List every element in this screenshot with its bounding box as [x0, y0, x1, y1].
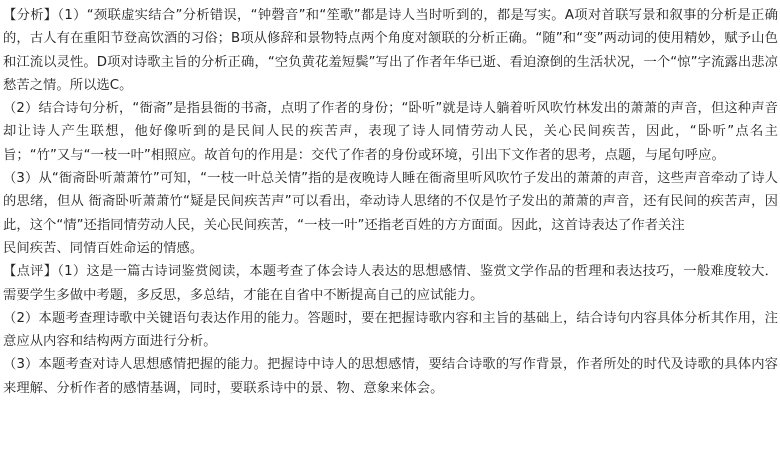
comment-text-1: （1）这是一篇古诗词鉴赏阅读，本题考查了体会诗人表达的思想感情、鉴赏文学作品的哲理和表达技巧，一般难度较大．需要学生多做中考题，多反思，多总结，才能在自省中不断提高自己的应试能力。	[3, 264, 778, 303]
comment-para-2: （2）本题考查理诗歌中关键语句表达作用的能力。答题时，要在把握诗歌内容和主旨的基础上，结合诗句内容具体分析其作用，注意应从内容和结构两方面进行分析。	[3, 310, 778, 350]
analysis-para-2: （2）结合诗句分析，“衙斋”是指县衙的书斋，点明了作者的身份；“卧听”就是诗人躺着听风吹竹林发出的萧萧的声音，但这种声音却让诗人产生联想，他好像听到的是民间人民的疾苦声，表现了诗人同情劳动人民，关心民间疾苦，因此，“卧听”点名主旨；“竹”又与“一枝一叶”相照应。故首句的作用是：交代了作者的身份或环境，引出下文作者的思考，点题，与尾句呼应。	[3, 101, 778, 163]
analysis-tag: 【分析】	[3, 8, 58, 23]
comment-tag: 【点评】	[3, 264, 58, 280]
analysis-para-4: 民间疾苦、同情百姓命运的情感。	[3, 240, 204, 256]
comment-para-1	[3, 260, 778, 307]
analysis-para-1	[3, 4, 778, 97]
analysis-text-1: （1）“颈联虚实结合”分析错误，“钟磬音”和“笙歌”都是诗人当时听到的，都是写实。A项对首联写景和叙事的分析是正确的，古人有在重阳节登高饮酒的习俗；B项从修辞和景物特点两个角度对颔联的分析正确。“随”和“变”两动词的使用精妙，赋予山色和江流以灵性。D项对诗歌主旨的分析正确，“空负黄花羞短鬓”写出了作者年华已逝、看迫潦倒的生活状况，一个“惊”字流露出悲凉愁苦之情。所以选C。	[3, 8, 778, 93]
analysis-para-3: （3）从“衙斋卧听萧萧竹”可知，“一枝一叶总关情”指的是夜晚诗人睡在衙斋里听风吹竹子发出的萧萧的声音，这些声音牵动了诗人的思绪，但从 衙斋卧听萧萧竹“疑是民间疾苦声”可以看出，牵动诗人思绪的不仅是竹子发出的萧萧的声音，还有民间的疾苦声，因此，这个“情”还指同情劳动人民，关心民间疾苦，“一枝一叶”还指老百姓的方方面面。因此，这首诗表达了作者关注	[3, 171, 778, 233]
comment-para-3: （3）本题考查对诗人思想感情把握的能力。把握诗中诗人的思想感情，要结合诗歌的写作背景，作者所处的时代及诗歌的具体内容来理解、分析作者的感情基调，同时，要联系诗中的景、物、意象来体会。	[3, 357, 778, 396]
